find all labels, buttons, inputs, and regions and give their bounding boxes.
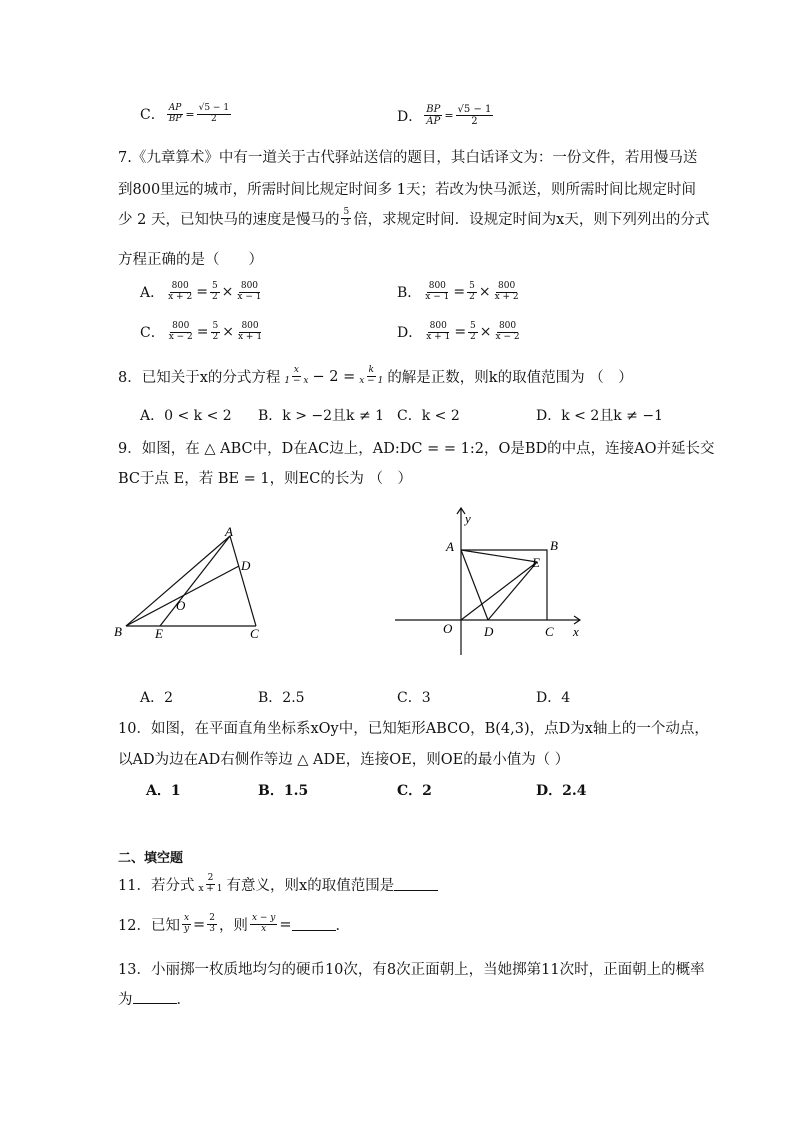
q6-d-equals: = xyxy=(444,109,454,122)
segment-ac xyxy=(230,536,256,626)
q9-option-b: B．2.5 xyxy=(258,690,305,706)
q8-option-d: D．k < 2且k ≠ −1 xyxy=(536,408,663,424)
label-e: E xyxy=(155,626,163,641)
segment-oe xyxy=(461,562,537,620)
q12-answer-blank[interactable] xyxy=(292,918,336,931)
label-b: B xyxy=(114,624,122,639)
coordinate-figure xyxy=(390,505,590,660)
q8-option-c: C．k < 2 xyxy=(397,408,460,424)
q13-line-1: 13．小丽掷一枚质地均匀的硬币10次，有8次正面朝上，当她掷第11次时，正面朝上的概率 xyxy=(118,962,705,978)
label-c: C xyxy=(545,624,554,639)
q11-answer-blank[interactable] xyxy=(394,878,438,891)
q6-option-d xyxy=(397,104,495,127)
q6-c-label: C． xyxy=(140,107,165,124)
triangle-abc-figure xyxy=(110,520,280,650)
segment-ae xyxy=(461,550,537,562)
label-e: E xyxy=(532,555,540,570)
q7-option-b: B． $\frac{800}{x - 1}$ = $\frac{5}{2}$ × $\frac{800}{x + 2}$ xyxy=(397,281,519,302)
q6-option-c xyxy=(140,104,233,125)
q10-line-2: 以AD为边在AD右侧作等边 △ ADE，连接OE，则OE的最小值为（ ） xyxy=(118,752,570,768)
q9-line-1: 9．如图，在 △ ABC中，D在AC边上，AD:DC = = 1:2，O是BD的中点，连接AO并延长交 xyxy=(118,441,715,457)
q6-c-right-fraction: $\frac{√5 - 1}{2}$ xyxy=(198,103,230,124)
section-title: 二、填空题 xyxy=(118,851,184,866)
q6-d-right-fraction: $\frac{√5 - 1}{2}$ xyxy=(457,104,492,127)
q10-line-1: 10．如图，在平面直角坐标系xOy中，已知矩形ABCO，B(4,3)，点D为x轴上的一个动点， xyxy=(118,721,709,737)
label-o: O xyxy=(176,598,186,613)
label-d: D xyxy=(241,558,251,573)
q9-option-a: A．2 xyxy=(140,690,174,706)
label-o: O xyxy=(443,621,453,636)
q9-option-c: C．3 xyxy=(397,690,431,706)
q9-option-d: D．4 xyxy=(536,690,571,706)
q7-line-2: 到800里远的城市，所需时间比规定时间多 1天；若改为快马派送，则所需时间比规定时间 xyxy=(118,182,697,198)
q7-line-3: 少 2 天，已知快马的速度是慢马的 $\frac{5}{3}$ 倍，求规定时间．设规定时间为x天，则下列列出的分式 xyxy=(118,207,710,228)
q7-option-d: D． $\frac{800}{x + 1}$ = $\frac{5}{2}$ × $\frac{800}{x - 2}$ xyxy=(397,321,520,342)
label-y: y xyxy=(465,511,471,526)
q9-line-2: BC于点 E，若 BE = 1，则EC的长为 （ ） xyxy=(118,471,412,487)
q10-option-c: C．2 xyxy=(397,783,432,799)
q8-stem: 8．已知关于x的分式方程 $\frac{x}{1 - x}$ − 2 = $\frac{k}{x - 1}$ 的解是正数，则k的取值范围为 （ ） xyxy=(118,365,633,386)
q10-option-a: A．1 xyxy=(146,783,181,799)
label-x: x xyxy=(573,624,579,639)
label-d: D xyxy=(484,624,494,639)
label-a: A xyxy=(225,524,233,539)
q6-d-left-fraction: $\frac{BP}{AP}$ xyxy=(426,104,441,127)
q8-option-b: B．k > −2且k ≠ 1 xyxy=(258,408,385,424)
label-b: B xyxy=(550,538,558,553)
q6-c-equals: = xyxy=(185,107,195,121)
q13-line-2: 为 ． xyxy=(118,992,191,1008)
q6-c-left-fraction: $\frac{AP}{BP}$ xyxy=(168,103,182,124)
q8-option-a: A．0 < k < 2 xyxy=(140,408,232,424)
q7-option-a: A． $\frac{800}{x + 2}$ = $\frac{5}{2}$ × $\frac{800}{x - 1}$ xyxy=(140,281,262,302)
q7-line-1: 7.《九章算术》中有一道关于古代驿站送信的题目，其白话译文为：一份文件，若用慢马送 xyxy=(118,150,698,166)
segment-ae xyxy=(160,536,230,626)
segment-bd xyxy=(126,566,239,626)
q10-option-b: B．1.5 xyxy=(258,783,309,799)
q7-line-4: 方程正确的是（ ） xyxy=(118,252,263,268)
q7-five-thirds: $\frac{5}{3}$ xyxy=(343,207,350,228)
label-c: C xyxy=(250,626,259,641)
segment-de xyxy=(488,562,537,620)
q12-stem: 12．已知 $\frac{x}{y}$ = $\frac{2}{3}$ ，则 $\frac{x - y}{x}$ = ． xyxy=(118,913,351,934)
q13-answer-blank[interactable] xyxy=(133,991,177,1004)
q11-stem: 11．若分式 $\frac{2}{x + 1}$ 有意义，则x的取值范围是 xyxy=(118,874,438,895)
q10-option-d: D．2.4 xyxy=(536,783,587,799)
q6-d-label: D． xyxy=(397,108,423,125)
q7-option-c: C． $\frac{800}{x - 2}$ = $\frac{5}{2}$ × $\frac{800}{x + 1}$ xyxy=(140,321,263,342)
label-a: A xyxy=(446,539,454,554)
